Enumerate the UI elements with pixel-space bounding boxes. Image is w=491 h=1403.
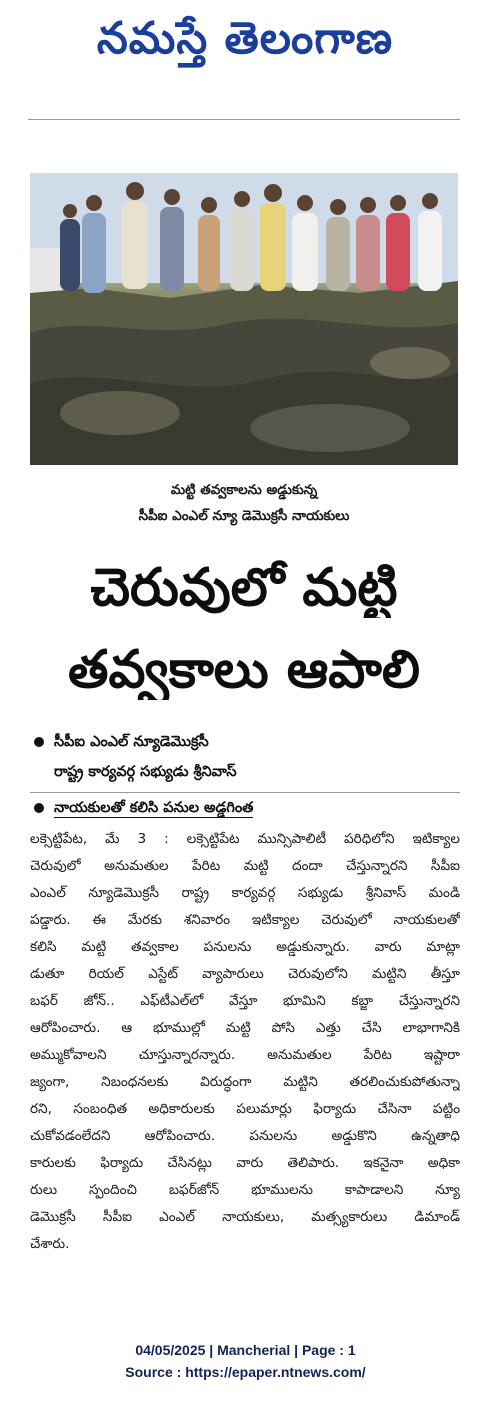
photo-image-icon [30,173,458,465]
headline-line-2: తవ్వకాలు ఆపాలి [68,640,420,700]
headline-line-1: చెరువులో మట్టి [90,558,398,618]
masthead-title: నమస్తే తెలంగాణ [96,13,394,64]
article-line: చేశారు. [30,1236,70,1252]
masthead [30,10,460,78]
article-line: ఎంఎల్ న్యూడెమొక్రసీ రాష్ట్ర కార్యవర్గ సభ్యుడు శ్రీనివాస్ మండి [30,885,460,901]
article-body [30,826,460,1258]
bullet-2-line-1: నాయకులతో కలిసి పనుల అడ్డగింత [54,800,254,816]
bullet-item-1 [30,734,460,754]
article-line: జ్యంగా, నిబంధనలకు విరుద్ధంగా మట్టిని తరలించుకుపోతున్నా [30,1074,460,1090]
bullet-dot-icon [34,803,44,813]
article-line: డుతూ రియల్ ఎస్టేట్ వ్యాపారులు చెరువులోని మట్టిని తీస్తూ [30,966,460,982]
bullet-dot-icon [34,737,44,747]
article-line: కారులకు ఫిర్యాదు చేసినట్లు వారు తెలిపారు. ఇకనైనా అధికా [30,1155,460,1171]
article-line: లక్సెట్టిపేట, మే 3 : లక్సెట్టిపేట మున్సిపాలిటీ పరిధిలోని ఇటిక్యాల [30,831,460,847]
footer-meta: 04/05/2025 | Mancherial | Page : 1 [135,1342,356,1358]
article-line: పడ్డారు. ఈ మేరకు శనివారం ఇటిక్యాల చెరువులో నాయకులతో [30,912,460,928]
article-line: బఫర్ జోన్.. ఎఫ్‌టీఎల్‌లో వేస్తూ భూమిని కబ్జా చేస్తున్నారని [30,993,460,1009]
photo-caption-line-1: మట్టి తవ్వకాలను అడ్డుకున్న [170,482,318,498]
article-line: రని, సంబంధిత అధికారులకు పలుమార్లు ఫిర్యాదు చేసినా పట్టిం [30,1101,460,1117]
article-line: కలిసి మట్టి తవ్వకాల పనులను అడ్డుకున్నారు. వారు మాట్లా [30,939,460,955]
news-photo [30,173,458,465]
bullet-item-2 [30,800,460,820]
top-divider [28,119,460,120]
article-line: అమ్ముకోవాలని చూస్తున్నారన్నారు. అనుమతుల పేరిట ఇష్టారా [30,1047,460,1063]
article-line: డెమొక్రసీ సీపీఐ ఎంఎల్ నాయకులు, మత్స్యకారులు డిమాండ్ [30,1209,460,1225]
photo-caption-line-2: సీపీఐ ఎంఎల్ న్యూ డెమొక్రసీ నాయకులు [138,508,350,524]
article-line: రులు స్పందించి బఫర్‌జోన్ భూములను కాపాడాలని న్యూ [30,1182,460,1198]
bullet-1-line-2-wrap [54,764,237,784]
article-line: చెరువులో అనుమతుల పేరిట మట్టి దందా చేస్తున్నారని సీపీఐ [30,858,460,874]
bullet-1-line-2: రాష్ట్ర కార్యవర్గ సభ్యుడు శ్రీనివాస్ [54,764,237,780]
article-line: చుకోవడంలేదని ఆరోపించారు. పనులను అడ్డుకొని ఉన్నతాధి [30,1128,460,1144]
footer-source[interactable]: Source : https://epaper.ntnews.com/ [125,1364,366,1380]
article-line: ఆరోపించారు. ఆ భూముల్లో మట్టి పోసి ఎత్తు చేసి లాభాగానికి [30,1020,460,1036]
bullet-1-line-1: సీపీఐ ఎంఎల్ న్యూడెమొక్రసీ [54,734,209,750]
bullet-divider [30,792,460,793]
